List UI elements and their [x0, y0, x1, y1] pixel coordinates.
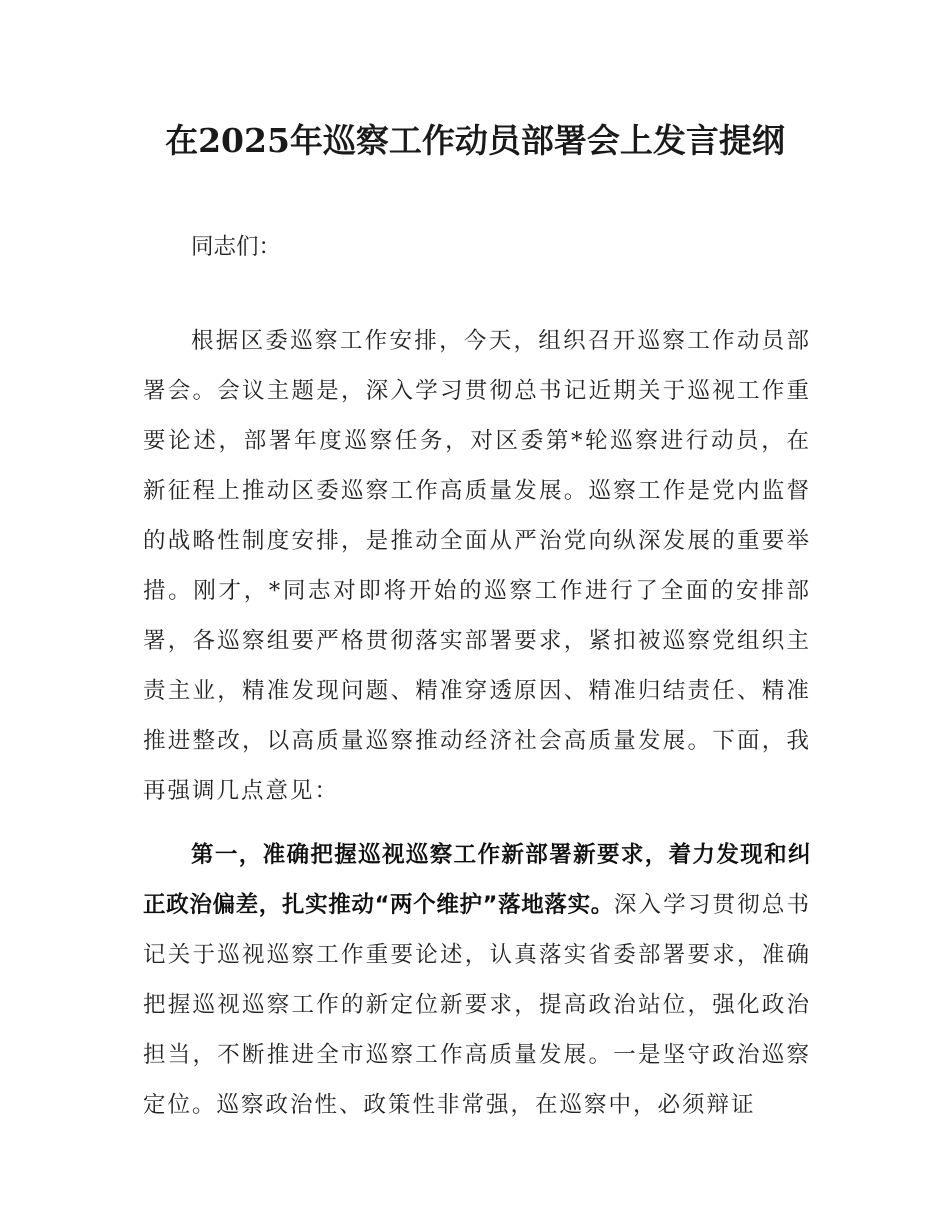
paragraph-body: 深入学习贯彻总书记关于巡视巡察工作重要论述，认真落实省委部署要求，准确把握巡视巡察工作的新定位新要求，提高政治站位，强化政治担当，不断推进全市巡察工作高质量发展。一是坚守政治巡察定位。巡察政治性、政策性非常强，在巡察中，必须辩证	[143, 892, 811, 1118]
paragraph-heading: 第一，准确把握巡视巡察工作新部署新要求，着力发现和纠正政治偏差，扎实推动“两个维护”落地落实。	[143, 842, 811, 918]
document-title: 在2025年巡察工作动员部署会上发言提纲	[165, 121, 785, 160]
paragraph-first-point	[143, 830, 811, 1130]
greeting: 同志们：	[191, 234, 282, 260]
paragraph-intro: 根据区委巡察工作安排，今天，组织召开巡察工作动员部署会。会议主题是，深入学习贯彻总书记近期关于巡视工作重要论述，部署年度巡察任务，对区委第*轮巡察进行动员，在新征程上推动区委巡察工作高质量发展。巡察工作是党内监督的战略性制度安排，是推动全面从严治党向纵深发展的重要举措。刚才，*同志对即将开始的巡察工作进行了全面的安排部署，各巡察组要严格贯彻落实部署要求，紧扣被巡察党组织主责主业，精准发现问题、精准穿透原因、精准归结责任、精准推进整改，以高质量巡察推动经济社会高质量发展。下面，我再强调几点意见：	[143, 328, 811, 804]
